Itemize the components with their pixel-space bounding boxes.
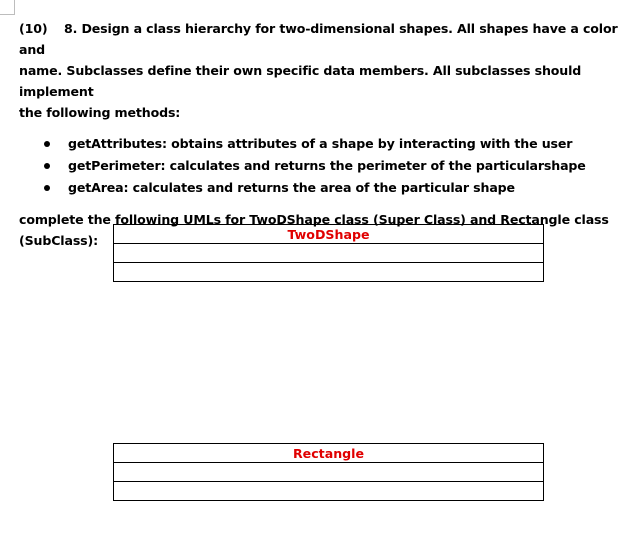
method-desc: : calculates and returns the perimeter of the particularshape <box>160 158 586 173</box>
uml-table-rectangle <box>113 443 544 501</box>
uml-class-name-cell[interactable] <box>114 225 544 244</box>
page-corner-mark <box>0 0 15 15</box>
intro-line-2: name. Subclasses define their own specific data members. All subclasses should implement <box>19 63 582 99</box>
uml-class-name: Rectangle <box>292 445 365 461</box>
intro-line-3: the following methods: <box>19 105 181 120</box>
method-name: getAttributes <box>68 136 162 151</box>
instruction-line-1: complete the following UMLs for TwoDShape class (Super Class) and Rectangle class <box>19 212 609 227</box>
method-item <box>44 155 631 177</box>
method-desc: : obtains attributes of a shape by interacting with the user <box>161 136 573 151</box>
intro-line-1: 8. Design a class hierarchy for two-dimensional shapes. All shapes have a color and <box>19 21 618 57</box>
instruction-line-2: (SubClass): <box>19 233 98 248</box>
uml-attributes-cell[interactable] <box>114 244 544 263</box>
method-desc: : calculates and returns the area of the particular shape <box>123 180 515 195</box>
uml-attributes-cell[interactable] <box>114 463 544 482</box>
document-page <box>19 18 631 251</box>
uml-table-twodshape <box>113 224 544 282</box>
method-item <box>44 133 631 155</box>
methods-list <box>19 133 631 199</box>
uml-class-name: TwoDShape <box>287 226 370 242</box>
method-name: getArea <box>68 180 124 195</box>
method-item <box>44 177 631 199</box>
uml-methods-cell[interactable] <box>114 482 544 501</box>
uml-methods-cell[interactable] <box>114 263 544 282</box>
question-intro <box>19 18 631 123</box>
uml-class-name-cell[interactable] <box>114 444 544 463</box>
method-name: getPerimeter <box>68 158 161 173</box>
question-marks: (10) <box>19 21 48 36</box>
